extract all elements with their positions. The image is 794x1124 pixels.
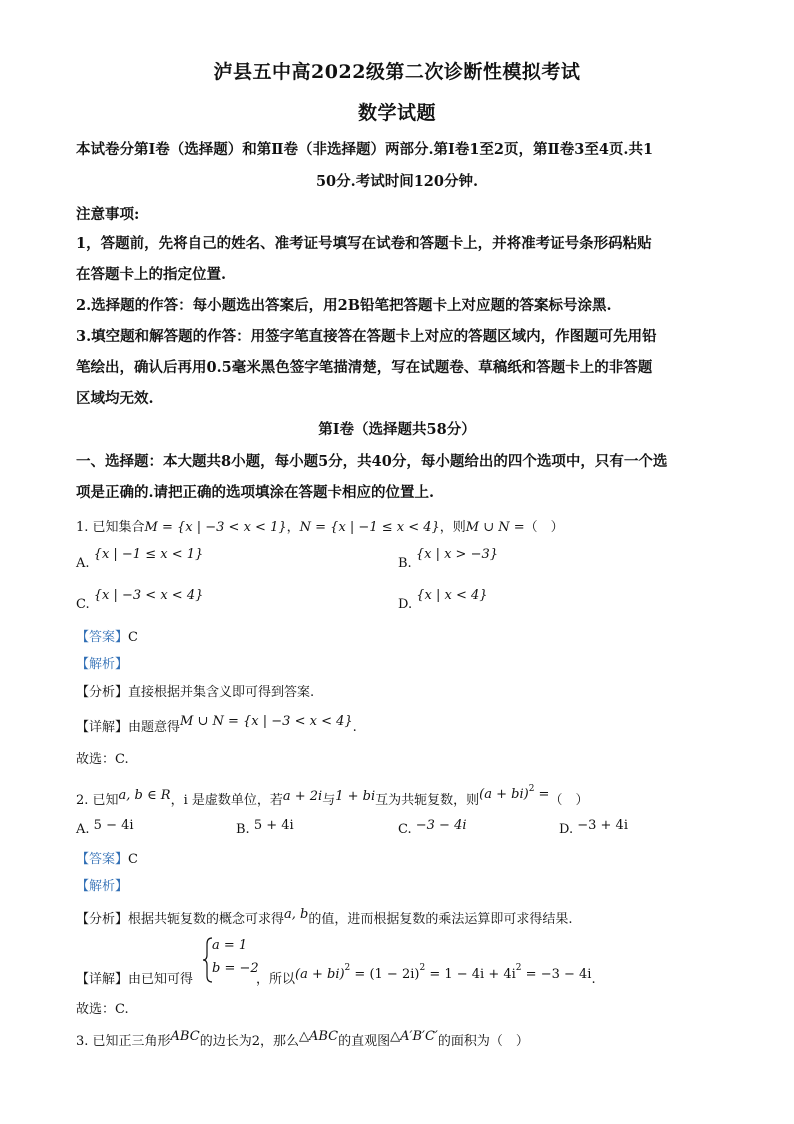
system-eq-2: b = −2: [212, 961, 259, 976]
detail-end: .: [352, 720, 357, 735]
option-label: B.: [398, 556, 412, 571]
q3-stem: [76, 1030, 529, 1049]
q2-option-c: [398, 818, 467, 837]
option-label: D.: [398, 597, 413, 612]
part1-line-2: 项是正确的.请把正确的选项填涂在答题卡相应的位置上.: [76, 484, 435, 501]
exam-subtitle: 数学试题: [357, 102, 436, 124]
option-value: −3 + 4i: [577, 818, 628, 833]
q2-analysis-tag: 【解析】: [76, 879, 129, 894]
q1-paren: （ ）: [524, 520, 564, 535]
q2-option-a: [76, 818, 134, 837]
q3-t3: 的面积为（ ）: [437, 1034, 529, 1049]
fenxi-tag: 【分析】: [76, 912, 129, 927]
note-1b: 在答题卡上的指定位置.: [76, 266, 227, 283]
system-eq-1: a = 1: [212, 938, 248, 953]
detail-text: 由题意得: [128, 720, 181, 735]
q1-option-c: [76, 588, 204, 612]
q1-option-b: [398, 547, 498, 571]
q2-option-b: [236, 818, 294, 837]
note-3c: 区域均无效.: [76, 390, 154, 407]
calc-part-1: (a + bi): [295, 967, 345, 982]
note-3b: 笔绘出，确认后再用0.5毫米黑色签字笔描清楚，写在试题卷、草稿纸和答题卡上的非答题: [76, 359, 653, 376]
section-title: 第Ⅰ卷（选择题共58分）: [318, 421, 476, 438]
answer-value: C: [128, 630, 138, 645]
q2-choose: 故选：C.: [76, 1002, 129, 1017]
option-value: 5 − 4i: [93, 818, 134, 833]
detail-tag: 【详解】: [76, 972, 129, 987]
answer-tag: 【答案】: [76, 852, 129, 867]
q2-option-d: [559, 818, 628, 837]
detail-text: 由已知可得: [128, 972, 194, 987]
fenxi-text: 直接根据并集含义即可得到答案.: [128, 685, 315, 700]
q1-then: ，则: [439, 520, 466, 535]
q2-stem: [76, 783, 589, 808]
q1-detail: [76, 716, 357, 735]
calc-sup-3: 2: [515, 962, 522, 973]
detail-tag: 【详解】: [76, 720, 129, 735]
exam-title: 泸县五中高2022级第二次诊断性模拟考试: [213, 61, 581, 83]
q3-t1: 的边长为2，那么: [199, 1034, 299, 1049]
q1-answer: [76, 626, 138, 645]
q1-prefix: 1. 已知集合: [76, 520, 145, 535]
q1-stem: [76, 516, 564, 535]
option-label: D.: [559, 822, 574, 837]
part1-line-1: 一、选择题：本大题共8小题，每小题5分，共40分，每小题给出的四个选项中，只有一个选: [76, 453, 668, 470]
q1-choose: 故选：C.: [76, 752, 129, 767]
q1-analysis-tag: 【解析】: [76, 657, 129, 672]
calc-part-3: = 1 − 4i + 4i: [425, 967, 516, 982]
q2-t1: ，i 是虚数单位，若: [170, 793, 283, 808]
answer-tag: 【答案】: [76, 630, 129, 645]
calc-sup-2: 2: [419, 962, 426, 973]
q3-prefix: 3. 已知正三角形: [76, 1034, 171, 1049]
note-3a: 3.填空题和解答题的作答：用签字笔直接答在答题卡上对应的答题区域内，作图题可先用铅: [76, 328, 657, 345]
option-label: B.: [236, 822, 250, 837]
option-label: A.: [76, 822, 90, 837]
q3-m3: △A′B′C′: [390, 1029, 438, 1044]
q2-paren: （ ）: [549, 793, 589, 808]
calc-part-4: = −3 − 4i: [521, 967, 592, 982]
q3-t2: 的直观图: [338, 1034, 391, 1049]
option-value: {x | −3 < x < 4}: [93, 588, 204, 603]
option-label: C.: [76, 597, 90, 612]
q1-option-d: [398, 588, 488, 612]
q1-expr: M ∪ N =: [465, 520, 525, 535]
q2-m4: (a + bi): [479, 787, 529, 802]
q1-set-m: M = {x | −3 < x < 1}: [144, 520, 287, 535]
calc-end: .: [591, 972, 596, 987]
option-value: {x | x > −3}: [415, 547, 498, 562]
q2-fenxi: [76, 908, 573, 927]
notes-heading: 注意事项:: [76, 206, 140, 223]
q2-sup: 2: [528, 783, 535, 794]
intro-line-1: 本试卷分第Ⅰ卷（选择题）和第Ⅱ卷（非选择题）两部分.第Ⅰ卷1至2页，第Ⅱ卷3至4页.共1: [76, 141, 654, 158]
q1-option-a: [76, 547, 204, 571]
so-text: ，所以: [256, 972, 296, 987]
note-1a: 1，答题前，先将自己的姓名、准考证号填写在试卷和答题卡上，并将准考证号条形码粘贴: [76, 235, 652, 252]
calc-sup-1: 2: [344, 962, 351, 973]
q1-fenxi: [76, 681, 314, 700]
answer-value: C: [128, 852, 138, 867]
q1-set-n: N = {x | −1 ≤ x < 4}: [299, 520, 440, 535]
q2-detail-calc: [256, 962, 596, 987]
q2-t3: 互为共轭复数，则: [375, 793, 480, 808]
q2-m2: a + 2i: [282, 789, 323, 804]
note-2: 2.选择题的作答：每小题选出答案后，用2B铅笔把答题卡上对应题的答案标号涂黑.: [76, 297, 612, 314]
option-value: −3 − 4i: [415, 818, 467, 833]
intro-line-2: 50分.考试时间120分钟.: [315, 173, 479, 190]
q2-prefix: 2. 已知: [76, 793, 119, 808]
q2-answer: [76, 848, 138, 867]
q2-m3: 1 + bi: [335, 789, 376, 804]
detail-math: M ∪ N = {x | −3 < x < 4}: [180, 714, 353, 729]
q3-m2: △ABC: [298, 1029, 339, 1044]
fenxi-tag: 【分析】: [76, 685, 129, 700]
option-value: {x | x < 4}: [416, 588, 488, 603]
q2-m1: a, b ∈ R: [118, 788, 171, 803]
option-label: A.: [76, 556, 90, 571]
q3-m1: ABC: [170, 1029, 200, 1044]
fenxi-text-a: 根据共轭复数的概念可求得: [128, 912, 285, 927]
option-value: {x | −1 ≤ x < 1}: [93, 547, 204, 562]
q1-comma: ，: [286, 520, 300, 535]
q2-t2: 与: [322, 793, 336, 808]
fenxi-math: a, b: [284, 907, 309, 922]
fenxi-text-b: 的值，进而根据复数的乘法运算即可求得结果.: [308, 912, 573, 927]
q2-m4-end: =: [534, 787, 550, 802]
calc-part-2: = (1 − 2i): [350, 967, 420, 982]
option-label: C.: [398, 822, 412, 837]
q2-detail-lead: [76, 968, 193, 987]
option-value: 5 + 4i: [253, 818, 294, 833]
